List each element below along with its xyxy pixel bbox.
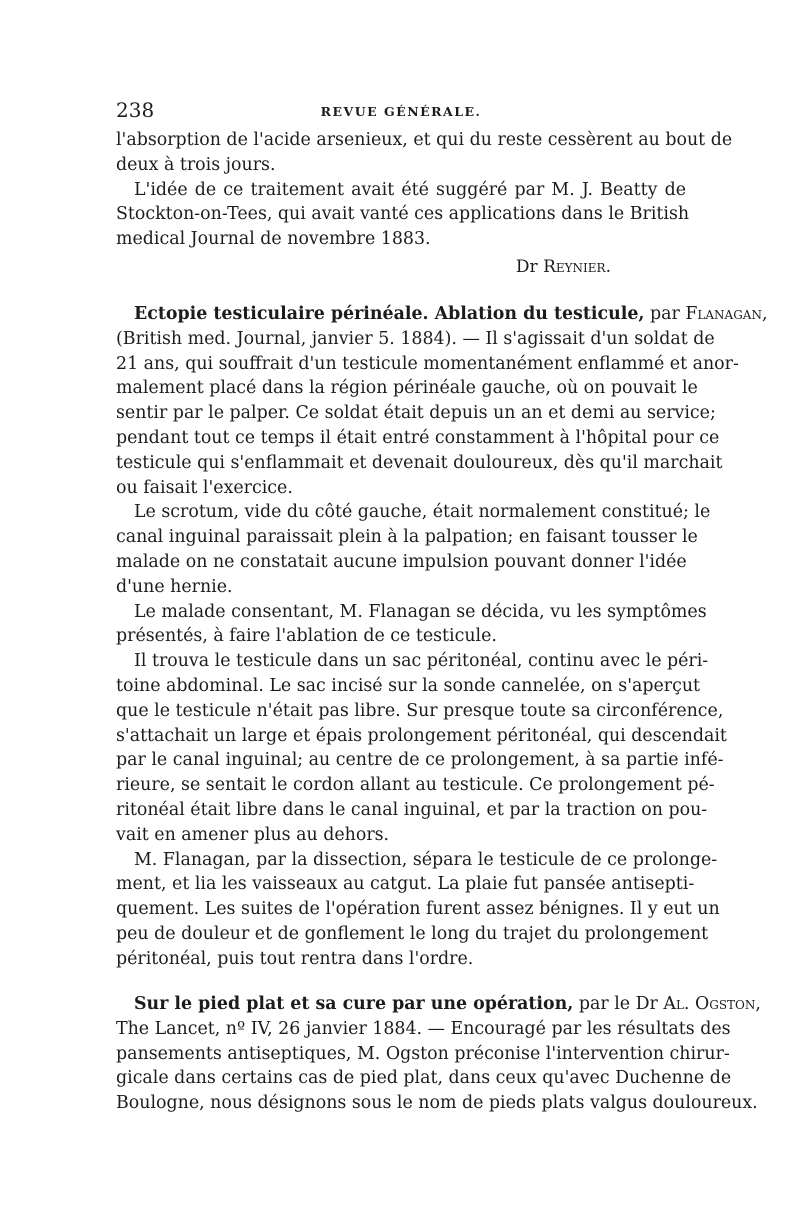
article-heading-line xyxy=(116,302,768,327)
text-line: M. Flanagan, par la dissection, sépara le testicule de ce prolonge- xyxy=(134,849,718,870)
page-header xyxy=(116,98,686,126)
text-line: sentir par le palper. Ce soldat était depuis un an et demi au service; xyxy=(116,403,716,424)
text-line: canal inguinal paraissait plein à la palpation; en faisant tousser le xyxy=(116,527,698,548)
text-line: (British med. Journal, janvier 5. 1884). — Il s'agissait d'un soldat de xyxy=(116,328,715,349)
text-line: ment, et lia les vaisseaux au catgut. La plaie fut pansée antisepti- xyxy=(116,874,695,895)
article-by: par xyxy=(649,304,680,324)
author-signature xyxy=(116,257,611,277)
text-line: d'une hernie. xyxy=(116,576,233,597)
article-pied-plat xyxy=(116,992,761,1116)
article-by: par le Dr xyxy=(578,994,658,1014)
text-line: pendant tout ce temps il était entré constamment à l'hôpital pour ce xyxy=(116,427,720,448)
text-line: que le testicule n'était pas libre. Sur presque toute sa circonférence, xyxy=(116,700,724,721)
text-line: malade on ne constatait aucune impulsion pouvant donner l'idée xyxy=(116,551,687,572)
article-author: Al. Ogston, xyxy=(663,994,761,1014)
text-line: par le canal inguinal; au centre de ce prolongement, à sa partie infé- xyxy=(116,750,724,771)
text-line: quement. Les suites de l'opération furent assez bénignes. Il y eut un xyxy=(116,899,720,920)
text-line: Le scrotum, vide du côté gauche, était normalement constitué; le xyxy=(134,502,711,523)
article-title: Ectopie testiculaire périnéale. Ablation du testicule, xyxy=(134,304,645,324)
text-line: peu de douleur et de gonflement le long du trajet du prolongement xyxy=(116,923,709,944)
text-line: ou faisait l'exercice. xyxy=(116,477,293,498)
article-heading-line xyxy=(116,992,761,1017)
article-author: Flanagan, xyxy=(685,304,768,324)
text-line: s'attachait un large et épais prolongement péritonéal, qui descendait xyxy=(116,725,727,746)
text-line: Le malade consentant, M. Flanagan se décida, vu les symptômes xyxy=(134,601,707,622)
text-line: ritonéal était libre dans le canal inguinal, et par la traction on pou- xyxy=(116,799,708,820)
signature-prefix: Dr xyxy=(515,257,538,277)
text-line: présentés, à faire l'ablation de ce testicule. xyxy=(116,626,497,647)
signature-name: Reynier. xyxy=(543,257,611,277)
article-ectopie xyxy=(116,302,768,972)
text-line: The Lancet, nº IV, 26 janvier 1884. — Encouragé par les résultats des xyxy=(116,1018,731,1039)
text-line: deux à trois jours. xyxy=(116,154,276,175)
text-line: rieure, se sentait le cordon allant au testicule. Ce prolongement pé- xyxy=(116,775,715,796)
text-line: toine abdominal. Le sac incisé sur la sonde cannelée, on s'aperçut xyxy=(116,675,701,696)
page-number: 238 xyxy=(116,98,155,122)
text-line: testicule qui s'enflammait et devenait douloureux, dès qu'il marchait xyxy=(116,452,723,473)
running-head: REVUE GÉNÉRALE. xyxy=(320,104,482,119)
text-line: Il trouva le testicule dans un sac péritonéal, continu avec le péri- xyxy=(134,651,709,672)
text-line: L'idée de ce traitement avait été suggéré par M. J. Beatty de xyxy=(134,179,686,200)
text-line: Boulogne, nous désignons sous le nom de pieds plats valgus douloureux. xyxy=(116,1093,758,1114)
text-line: vait en amener plus au dehors. xyxy=(116,824,390,845)
previous-article-ending xyxy=(116,128,733,252)
text-line: medical Journal de novembre 1883. xyxy=(116,229,431,250)
text-line: 21 ans, qui souffrait d'un testicule momentanément enflammé et anor- xyxy=(116,353,739,374)
text-line: pansements antiseptiques, M. Ogston préconise l'intervention chirur- xyxy=(116,1043,730,1064)
article-title: Sur le pied plat et sa cure par une opération, xyxy=(134,994,574,1014)
text-line: l'absorption de l'acide arsenieux, et qui du reste cessèrent au bout de xyxy=(116,130,733,150)
text-line: Stockton-on-Tees, qui avait vanté ces applications dans le British xyxy=(116,204,690,225)
text-line: gicale dans certains cas de pied plat, dans ceux qu'avec Duchenne de xyxy=(116,1068,732,1089)
text-line: malement placé dans la région périnéale gauche, où on pouvait le xyxy=(116,378,698,399)
text-line: péritonéal, puis tout rentra dans l'ordre. xyxy=(116,948,474,969)
